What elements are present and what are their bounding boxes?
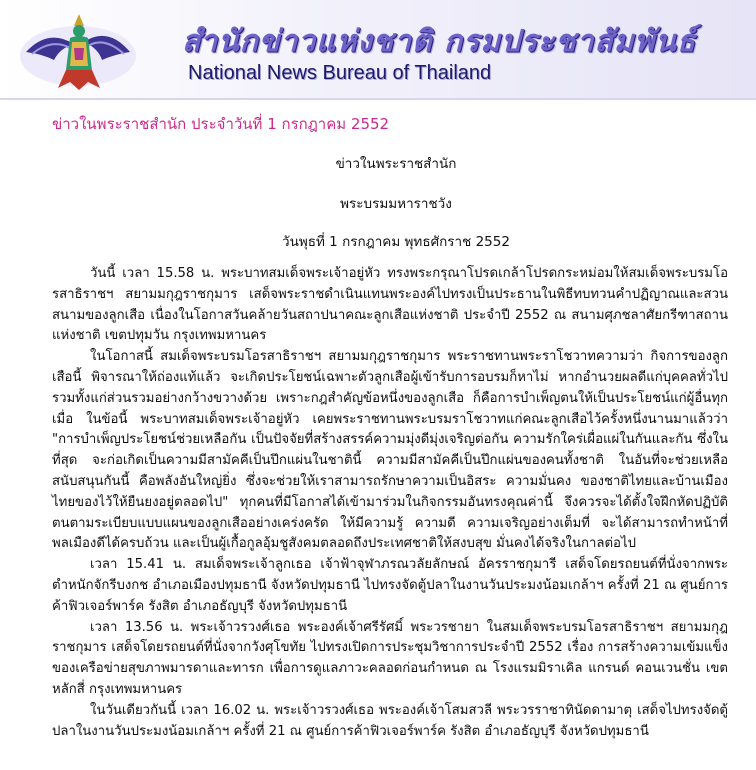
article-paragraph: ในโอกาสนี้ สมเด็จพระบรมโอรสาธิราชฯ สยามมกุฎราชกุมาร พระราชทานพระราโชวาทความว่า กิจการของลูกเสือนี้ พิจารณาให้ถ่องแท้แล้ว จะเกิดประโยชน์เฉพาะตัวลูกเสือผู้เข้ารับการอบรมก็หาไม่ หากอำนวยผลดีแก่บุคคลทั่วไปรวมทั้งแก่ส่วนรวมอย่างกว้างขวางด้วย เพราะกฎสำคัญข้อหนึ่งของลูกเสือ ก็คือการบำเพ็ญตนให้เป็นประโยชน์แก่ผู้อื่นทุกเมื่อ ในข้อนี้ พระบาทสมเด็จพระเจ้าอยู่หัว เคยพระราชทานพระบรมราโชวาทแก่คณะลูกเสือไว้ครั้งหนึ่งนานมาแล้วว่า "การบำเพ็ญประโยชน์ช่วยเหลือกัน เป็นปัจจัยที่สร้างสรรค์ความมุ่งดีมุ่งเจริญต่อกัน ความรักใคร่เผื่อแผ่ในกันและกัน ซึ่งในที่สุด จะก่อเกิดเป็นความมีสามัคคีเป็นปึกแผ่นในชาตินี้ ความมีสามัคคีเป็นปึกแผ่นของคนทั้งชาติ ในอันที่จะช่วยเหลือสนับสนุนกันนี้ คือพลังอันใหญ่ยิ่ง ซึ่งจะช่วยให้เราสามารถรักษาความเป็นอิสระ ความมั่นคง ของชาติไทยและบ้านเมืองไทยของไว้ให้ยืนยงอยู่ตลอดไป" ทุกคนที่มีโอกาสได้เข้ามาร่วมในกิจกรรมอันทรงคุณค่านี้ จึงควรจะได้ตั้งใจฝึกหัดปฏิบัติตนตามระเบียบแบบแผนของลูกเสืออย่างเคร่งครัด ให้มีความรู้ ความดี ความเจริญอย่างเต็มที่ จะได้สามารถทำหน้าที่พลเมืองดีได้ครบถ้วน และเป็นผู้เกื้อกูลอุ้มชูสังคมตลอดถึงประเทศชาติให้สงบสุข มั่นคงได้จริงในกาลต่อไป xyxy=(52,349,728,552)
article-paragraph: วันนี้ เวลา 15.58 น. พระบาทสมเด็จพระเจ้าอยู่หัว ทรงพระกรุณาโปรดเกล้าโปรดกระหม่อมให้สมเด็จพระบรมโอรสาธิราชฯ สยามมกุฎราชกุมาร เสด็จพระราชดำเนินแทนพระองค์ไปทรงเป็นประธานในพิธีทบทวนคำปฏิญาณและสวนสนามของลูกเสือ เนื่องในโอกาสวันคล้ายวันสถาปนาคณะลูกเสือแห่งชาติ ประจำปี 2552 ณ สนามศุภชลาศัยกรีฑาสถานแห่งชาติ เขตปทุมวัน กรุงเทพมหานคร xyxy=(52,266,728,344)
site-title-english: National News Bureau of Thailand xyxy=(188,62,492,84)
site-header xyxy=(0,0,756,100)
article-paragraph: เวลา 15.41 น. สมเด็จพระเจ้าลูกเธอ เจ้าฟ้าจุฬาภรณวลัยลักษณ์ อัครราชกุมารี เสด็จโดยรถยนต์ที่นั่งจากพระตำหนักจักรีบงกช อำเภอเมืองปทุมธานี จังหวัดปทุมธานี ไปทรงจัดตู้ปลาในงานวันประมงน้อมเกล้าฯ ครั้งที่ 21 ณ ศูนย์การค้าฟิวเจอร์พาร์ค รังสิต อำเภอธัญบุรี จังหวัดปทุมธานี xyxy=(52,557,728,614)
article-body xyxy=(52,264,728,742)
section-heading: ข่าวในพระราชสำนัก xyxy=(335,156,457,172)
site-title-thai: สำนักข่าวแห่งชาติ กรมประชาสัมพันธ์ xyxy=(182,24,697,59)
article-paragraph: เวลา 13.56 น. พระเจ้าวรวงศ์เธอ พระองค์เจ้าศรีรัศมิ์ พระวรชายา ในสมเด็จพระบรมโอรสาธิราชฯ สยามมกุฎราชกุมาร เสด็จโดยรถยนต์ที่นั่งจากวังศุโขทัย ไปทรงเปิดการประชุมวิชาการประจำปี 2552 เรื่อง การสร้างความเข้มแข็งของเครือข่ายสุขภาพมารดาและทารก เพื่อการดูแลภาวะคลอดก่อนกำหนด ณ โรงแรมมิราเคิล แกรนด์ คอนเวนชั่น เขตหลักสี่ กรุงเทพมหานคร xyxy=(52,619,728,697)
location-heading: พระบรมมหาราชวัง xyxy=(340,196,452,212)
garuda-deity-emblem-icon xyxy=(8,8,158,94)
article-paragraph: ในวันเดียวกันนี้ เวลา 16.02 น. พระเจ้าวรวงศ์เธอ พระองค์เจ้าโสมสวลี พระวรราชาทินัดดามาตุ เสด็จไปทรงจัดตู้ปลาในงานวันประมงน้อมเกล้าฯ ครั้งที่ 21 ณ ศูนย์การค้าฟิวเจอร์พาร์ค รังสิต อำเภอธัญบุรี จังหวัดปทุมธานี xyxy=(52,702,728,739)
date-line: วันพุธที่ 1 กรกฎาคม พุทธศักราช 2552 xyxy=(282,234,510,250)
news-headline: ข่าวในพระราชสำนัก ประจำวันที่ 1 กรกฎาคม 2552 xyxy=(52,115,390,133)
